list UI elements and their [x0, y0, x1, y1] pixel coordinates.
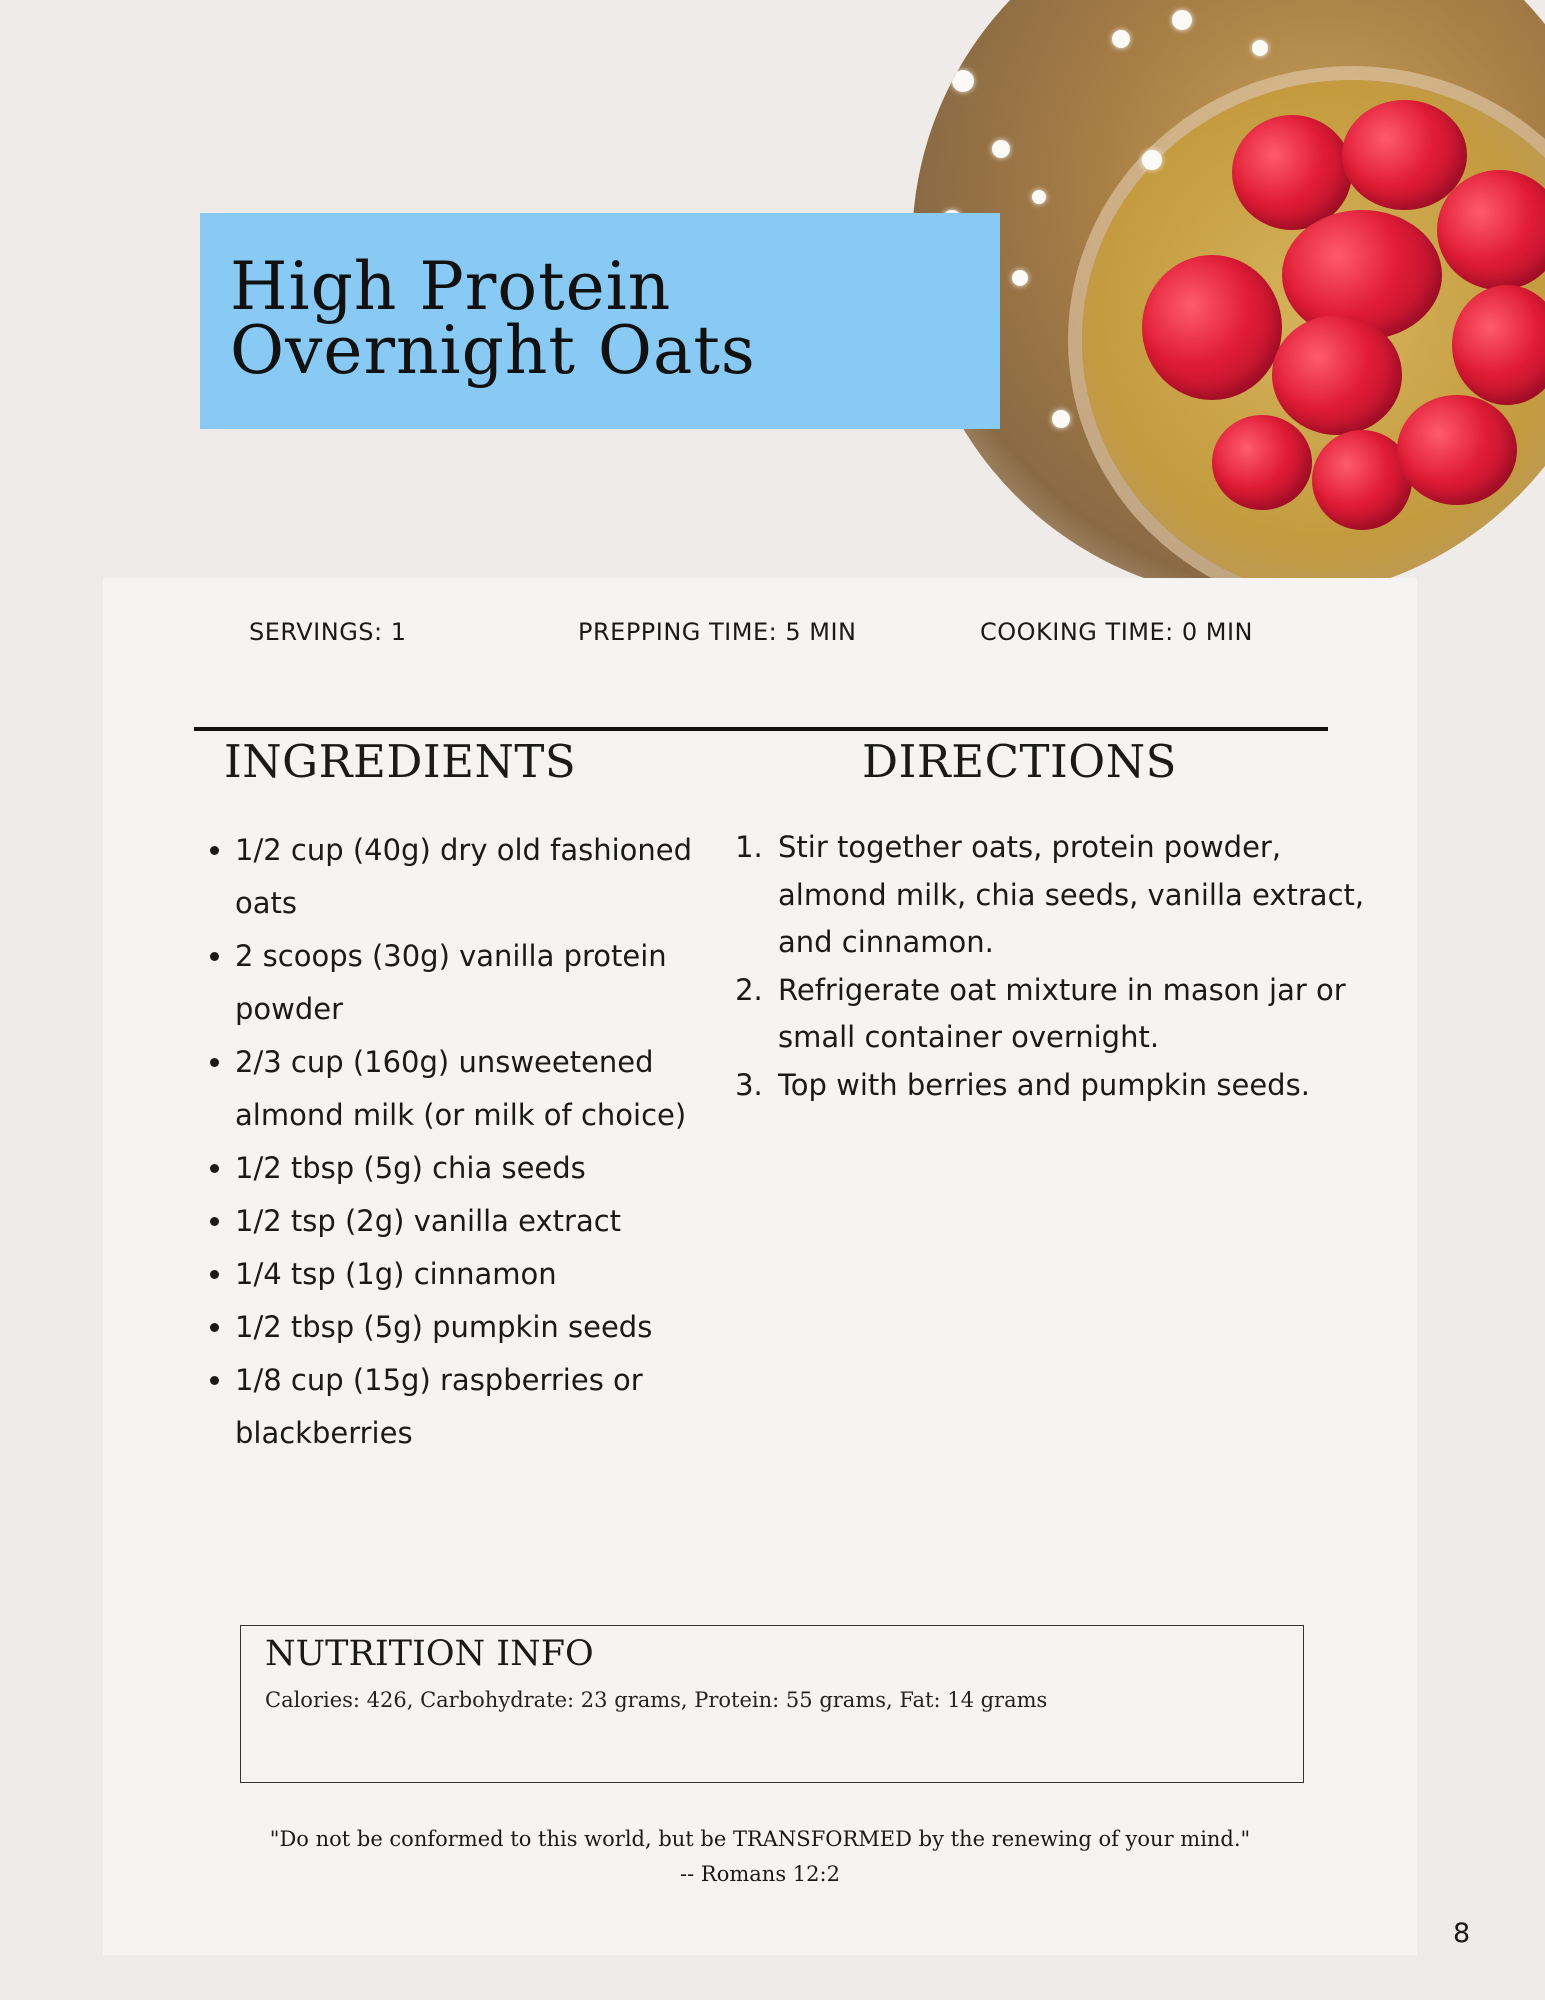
flower-blossom: [1052, 410, 1070, 428]
cook-time-label: COOKING TIME: 0 MIN: [980, 618, 1253, 646]
ingredient-item: • 1/4 tsp (1g) cinnamon: [235, 1248, 695, 1301]
raspberry: [1142, 255, 1282, 400]
raspberry: [1397, 395, 1517, 505]
directions-list: [736, 824, 1372, 1109]
flower-blossom: [1032, 190, 1046, 204]
nutrition-text: Calories: 426, Carbohydrate: 23 grams, Protein: 55 grams, Fat: 14 grams: [265, 1688, 1048, 1712]
ingredients-list: [198, 824, 695, 1460]
raspberry: [1212, 415, 1312, 510]
ingredient-item: • 1/2 tsp (2g) vanilla extract: [235, 1195, 695, 1248]
flower-blossom: [992, 140, 1010, 158]
flower-blossom: [1112, 30, 1130, 48]
quote-citation: -- Romans 12:2: [680, 1862, 840, 1886]
ingredient-item: • 1/8 cup (15g) raspberries or blackberries: [235, 1354, 695, 1460]
direction-step: 2. Refrigerate oat mixture in mason jar or small container overnight.: [772, 967, 1372, 1062]
flower-blossom: [952, 70, 974, 92]
section-divider: [194, 727, 1328, 731]
direction-step: 1. Stir together oats, protein powder, almond milk, chia seeds, vanilla extract, and cinnamon.: [772, 824, 1372, 967]
recipe-title-line-1: High Protein: [230, 248, 672, 325]
flower-blossom: [1172, 10, 1192, 30]
flower-blossom: [1142, 150, 1162, 170]
direction-step: 3. Top with berries and pumpkin seeds.: [772, 1062, 1372, 1110]
ingredients-heading: INGREDIENTS: [224, 735, 577, 788]
nutrition-box: [240, 1625, 1304, 1783]
servings-label: SERVINGS: 1: [249, 618, 407, 646]
flower-blossom: [1252, 40, 1268, 56]
directions-heading: DIRECTIONS: [862, 735, 1177, 788]
nutrition-heading: NUTRITION INFO: [265, 1634, 594, 1674]
page-number: 8: [1453, 1918, 1471, 1949]
ingredient-item: • 2 scoops (30g) vanilla protein powder: [235, 930, 695, 1036]
ingredient-item: • 1/2 tbsp (5g) chia seeds: [235, 1142, 695, 1195]
raspberry: [1232, 115, 1352, 230]
prep-time-label: PREPPING TIME: 5 MIN: [578, 618, 857, 646]
ingredient-item: • 1/2 tbsp (5g) pumpkin seeds: [235, 1301, 695, 1354]
flower-blossom: [1012, 270, 1028, 286]
quote-text: "Do not be conformed to this world, but be TRANSFORMED by the renewing of your mind.": [269, 1827, 1251, 1851]
ingredient-item: • 1/2 cup (40g) dry old fashioned oats: [235, 824, 695, 930]
ingredient-item: • 2/3 cup (160g) unsweetened almond milk (or milk of choice): [235, 1036, 695, 1142]
scripture-quote: [103, 1822, 1417, 1892]
raspberry: [1272, 315, 1402, 435]
recipe-title: [230, 248, 756, 389]
recipe-title-line-2: Overnight Oats: [230, 312, 756, 389]
raspberry-oats-photo: [912, 0, 1545, 600]
